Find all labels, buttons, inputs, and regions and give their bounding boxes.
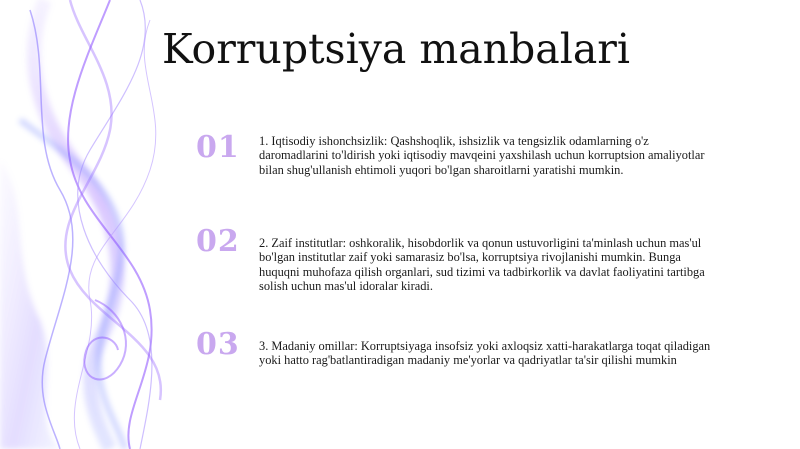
item-text: 3. Madaniy omillar: Korruptsiyaga insofsiz yoki axloqsiz xatti-harakatlarga toqat qiladigan yoki hatto rag'batlantiradigan madaniy me'yorlar va qadriyatlar ta'sir qilishi mumkin xyxy=(259,339,711,368)
item-number: 03 xyxy=(196,327,240,362)
ribbon-strand-5 xyxy=(65,0,161,400)
item-number: 01 xyxy=(196,130,240,165)
slide-title: Korruptsiya manbalari xyxy=(162,25,631,73)
ribbon-haze xyxy=(0,160,60,449)
item-text: 1. Iqtisodiy ishonchsizlik: Qashshoqlik, ishsizlik va tengsizlik odamlarning o'z daromadlarini to'ldirish yoki iqtisodiy mavqeini yaxshilash uchun korruptsion amaliyotlar bilan shug'ullanish ehtimoli yuqori bo'lgan sharoitlarni yaratishi mumkin. xyxy=(259,134,705,177)
item-number: 02 xyxy=(196,224,240,259)
item-text: 2. Zaif institutlar: oshkoralik, hisobdorlik va qonun ustuvorligini ta'minlash uchun mas'ul bo'lgan institutlar zaif yoki samarasiz bo'lsa, korruptsiya rivojlanishi mumkin. Bunga huquqni muhofaza qilish organlari, sud tizimi va tadbirkorlik va davlat faoliyatini tartibga solish uchun mas'ul idoralar kiradi. xyxy=(259,236,705,294)
